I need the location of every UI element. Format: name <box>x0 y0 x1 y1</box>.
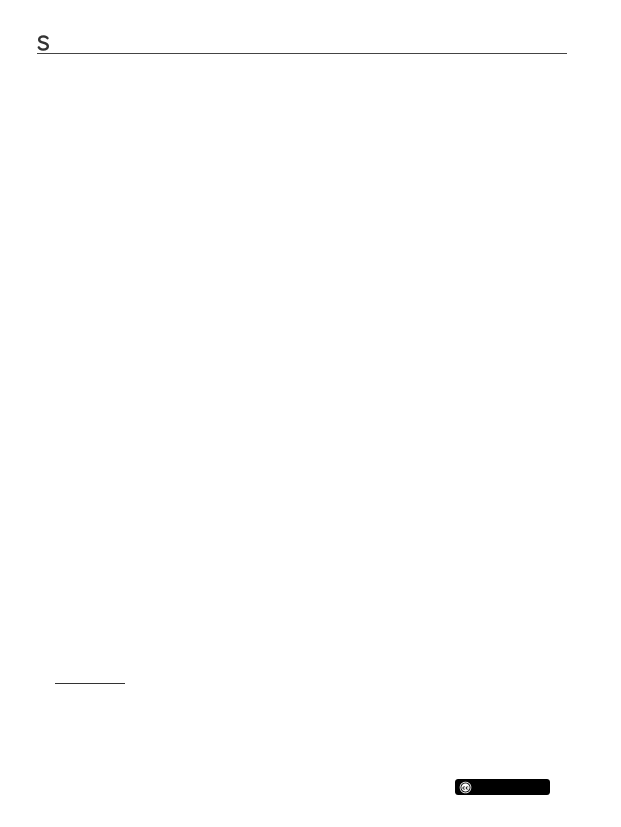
license-badge[interactable] <box>455 779 550 795</box>
section-heading <box>55 555 65 571</box>
creative-commons-icon <box>459 781 472 794</box>
footnote-divider <box>55 683 125 684</box>
header-divider <box>37 53 567 54</box>
sciendo-s-icon <box>37 35 50 51</box>
publisher-logo <box>37 34 54 52</box>
svg-text:cc: cc <box>462 785 469 792</box>
